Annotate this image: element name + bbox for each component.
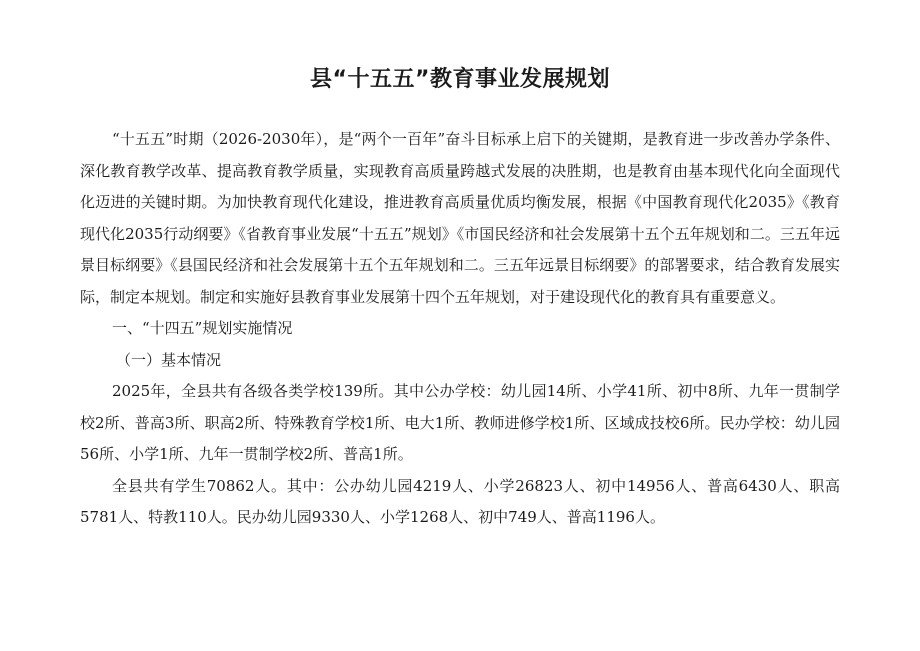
schools-paragraph: 2025年，全县共有各级各类学校139所。其中公办学校：幼儿园14所、小学41所、初中8所、九年一贯制学校2所、普高3所、职高2所、特殊教育学校1所、电大1所、教师进修学校1所、区域成技校6所。民办学校：幼儿园56所、小学1所、九年一贯制学校2所、普高1所。 [80,382,840,463]
intro-paragraph: “十五五”时期（2026-2030年），是“两个一百年”奋斗目标承上启下的关键期，是教育进一步改善办学条件、深化教育教学改革、提高教育教学质量，实现教育高质量跨越式发展的决胜期，也是教育由基本现代化向全面现代化迈进的关键时期。为加快教育现代化建设，推进教育高质量优质均衡发展，根据《中国教育现代化2035》《教育现代化2035行动纲要》《省教育事业发展“十五五”规划》《市国民经济和社会发展第十五个五年规划和二。三五年远景目标纲要》《县国民经济和社会发展第十五个五年规划和二。三五年远景目标纲要》的部署要求，结合教育发展实际，制定本规划。制定和实施好县教育事业发展第十四个五年规划，对于建设现代化的教育具有重要意义。 [80,130,840,306]
document-body [80,124,840,534]
subsection-heading: （一）基本情况 [116,350,222,369]
section-heading: 一、“十四五”规划实施情况 [112,319,293,337]
document-title: 县“十五五”教育事业发展规划 [310,67,610,92]
students-paragraph: 全县共有学生70862人。其中：公办幼儿园4219人、小学26823人、初中14956人、普高6430人、职高5781人、特教110人。民办幼儿园9330人、小学1268人、初中749人、普高1196人。 [80,476,840,526]
